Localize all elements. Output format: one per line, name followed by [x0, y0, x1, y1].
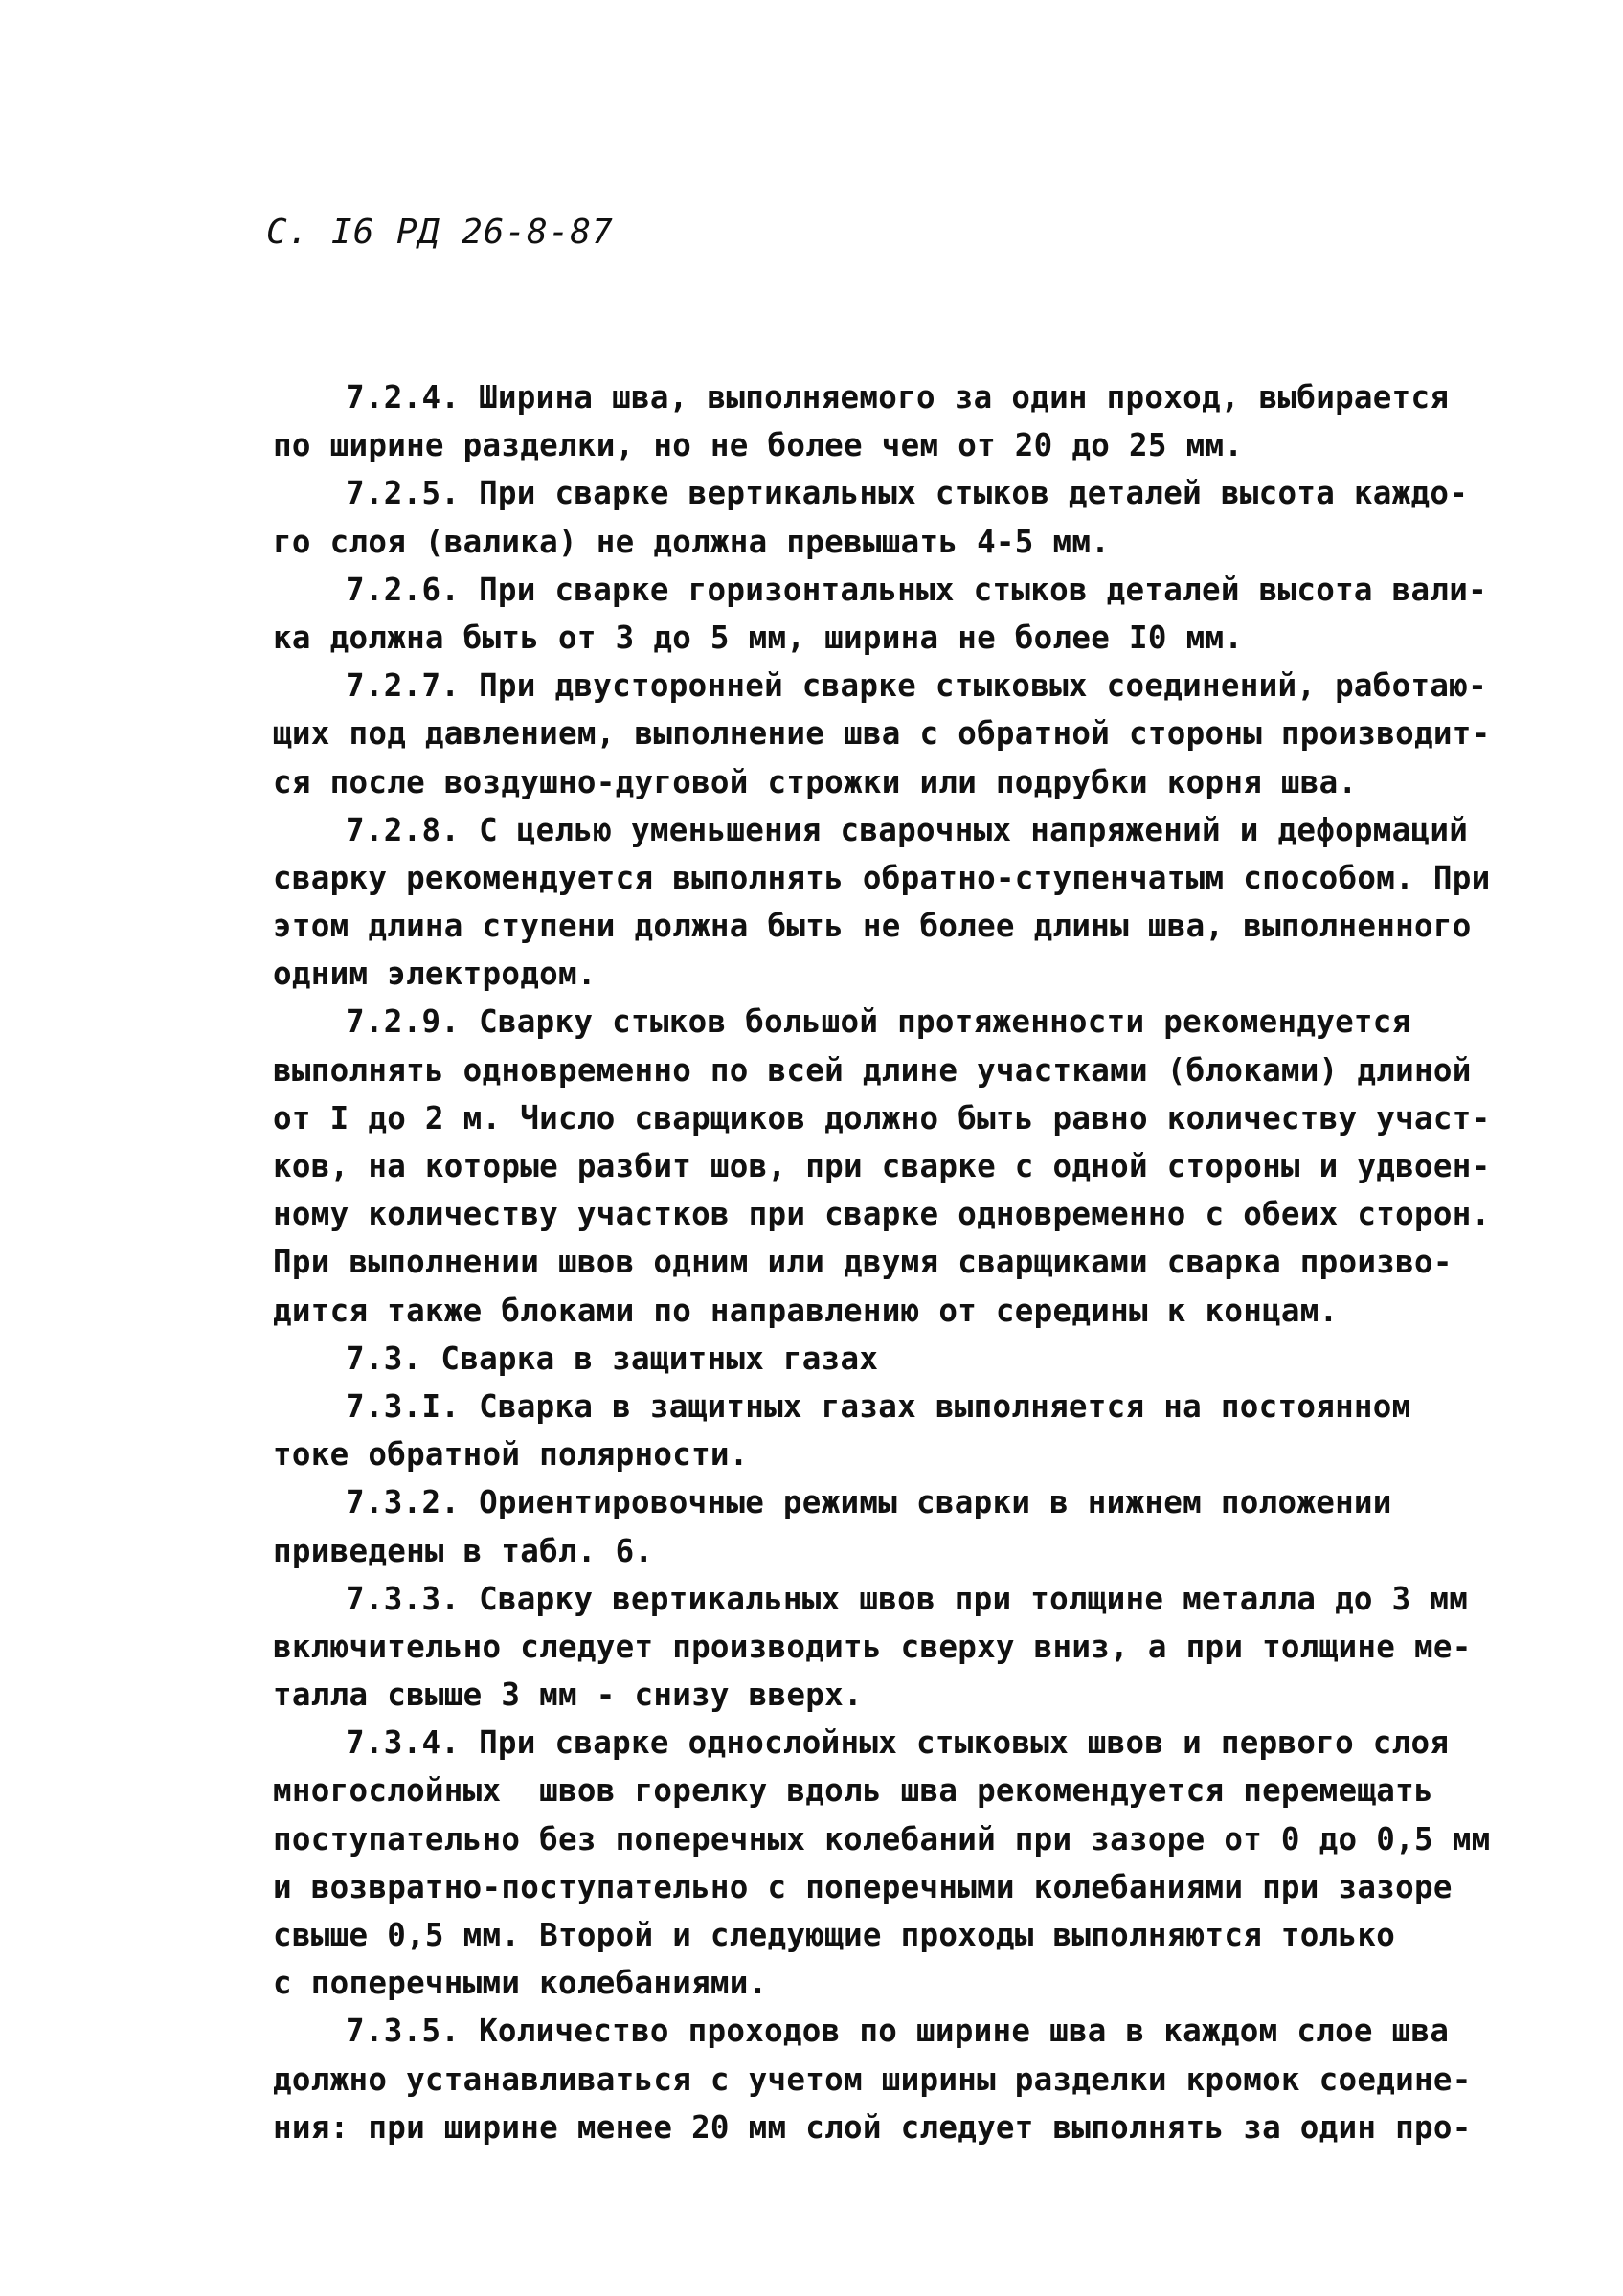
text-line: 7.2.4. Ширина шва, выполняемого за один проход, выбирается — [346, 379, 1450, 416]
text-line: дится также блоками по направлению от середины к концам. — [273, 1292, 1339, 1329]
text-line: 7.3.4. При сварке однослойных стыковых швов и первого слоя — [346, 1724, 1450, 1762]
text-line: 7.2.9. Сварку стыков большой протяженности рекомендуется — [346, 1003, 1411, 1041]
text-line: ся после воздушно-дуговой строжки или подрубки корня шва. — [273, 763, 1358, 800]
text-line: 7.3. Сварка в защитных газах — [346, 1339, 879, 1377]
text-line: выполнять одновременно по всей длине участками (блоками) длиной — [273, 1051, 1472, 1089]
text-line: 7.3.I. Сварка в защитных газах выполняется на постоянном — [346, 1387, 1411, 1425]
text-line: от I до 2 м. Число сварщиков должно быть равно количеству участ- — [273, 1099, 1491, 1137]
text-line: 7.2.7. При двусторонней сварке стыковых соединений, работаю- — [346, 667, 1487, 705]
text-line: свыше 0,5 мм. Второй и следующие проходы выполняются только — [273, 1917, 1396, 1953]
text-line: должно устанавливаться с учетом ширины разделки кромок соедине- — [273, 2060, 1472, 2098]
text-line: по ширине разделки, но не более чем от 20 до 25 мм. — [273, 427, 1244, 464]
text-line: токе обратной полярности. — [273, 1436, 749, 1474]
text-line: включительно следует производить сверху вниз, а при толщине ме- — [273, 1628, 1472, 1665]
text-line: этом длина ступени должна быть не более длины шва, выполненного — [273, 908, 1472, 945]
text-line: 7.2.5. При сварке вертикальных стыков деталей высота каждо- — [346, 475, 1469, 512]
text-line: ка должна быть от 3 до 5 мм, ширина не более I0 мм. — [273, 619, 1244, 656]
text-line: щих под давлением, выполнение шва с обратной стороны производит- — [273, 715, 1491, 753]
text-line: При выполнении швов одним или двумя сварщиками сварка произво- — [273, 1244, 1453, 1281]
text-line: сварку рекомендуется выполнять обратно-ступенчатым способом. При — [273, 859, 1491, 896]
text-line: ков, на которые разбит шов, при сварке с одной стороны и удвоен- — [273, 1148, 1491, 1184]
text-line: поступательно без поперечных колебаний при зазоре от 0 до 0,5 мм — [273, 1820, 1491, 1857]
document-body — [273, 373, 1527, 2151]
text-line: с поперечными колебаниями. — [273, 1965, 768, 2002]
text-line: ния: при ширине менее 20 мм слой следует выполнять за один про- — [273, 2108, 1472, 2146]
text-line: 7.3.2. Ориентировочные режимы сварки в нижнем положении — [346, 1484, 1392, 1521]
text-line: талла свыше 3 мм - снизу вверх. — [273, 1677, 863, 1714]
page-header: С. I6 РД 26-8-87 — [266, 213, 614, 252]
text-line: и возвратно-поступательно с поперечными колебаниями при зазоре — [273, 1868, 1453, 1905]
text-line: 7.3.5. Количество проходов по ширине шва в каждом слое шва — [346, 2013, 1450, 2050]
text-line: одним электродом. — [273, 956, 597, 993]
text-line: приведены в табл. 6. — [273, 1532, 654, 1569]
text-line: многослойных швов горелку вдоль шва рекомендуется перемещать — [273, 1772, 1433, 1810]
text-line: 7.3.3. Сварку вертикальных швов при толщине металла до 3 мм — [346, 1580, 1469, 1617]
text-line: ному количеству участков при сварке одновременно с обеих сторон. — [273, 1196, 1491, 1233]
text-line: го слоя (валика) не должна превышать 4-5 мм. — [273, 523, 1111, 560]
text-line: 7.2.8. С целью уменьшения сварочных напряжений и деформаций — [346, 811, 1469, 848]
text-line: 7.2.6. При сварке горизонтальных стыков деталей высота вали- — [346, 571, 1487, 608]
